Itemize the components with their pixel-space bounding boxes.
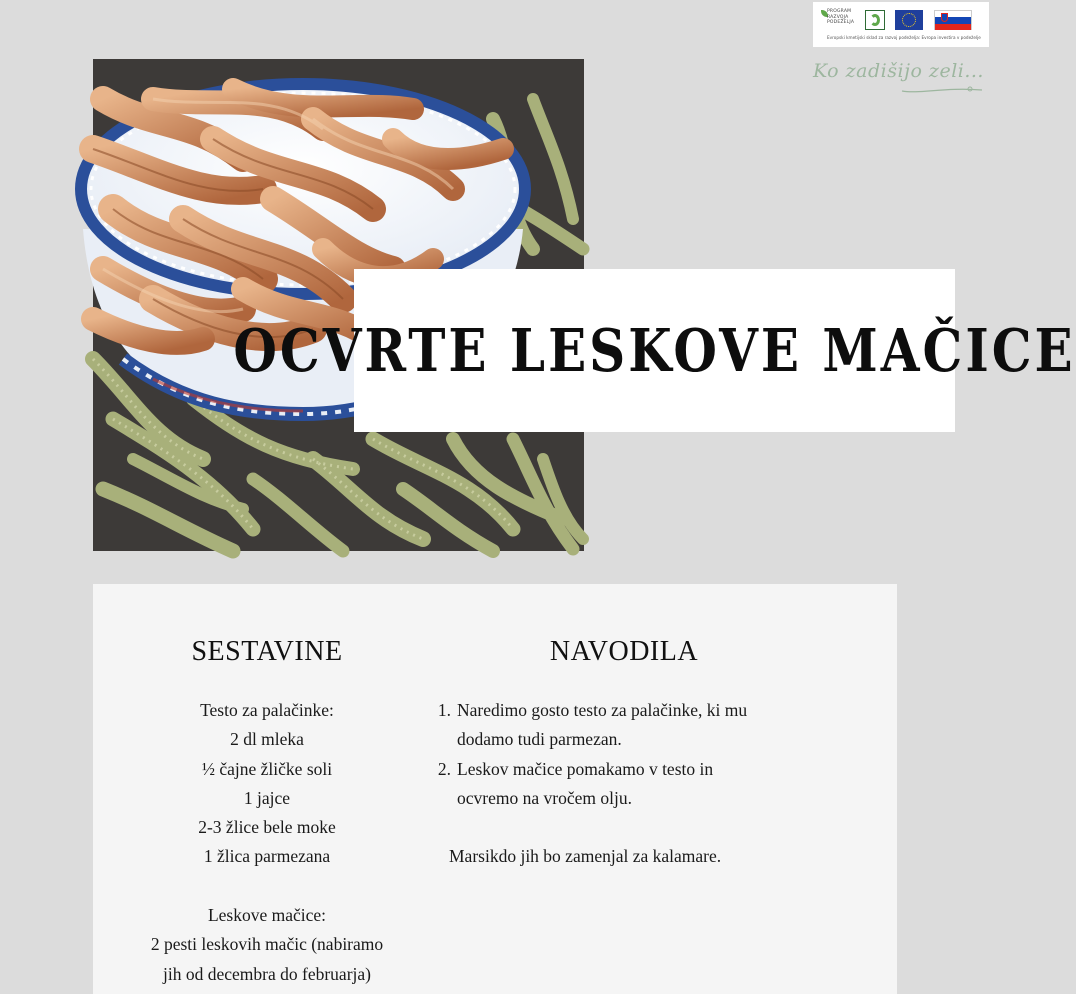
sponsor-logos [813,2,989,47]
ingredient-item: 2 pesti leskovih mačic (nabiramo [150,934,384,955]
page-title: OCVRTE LESKOVE MAČICE [233,315,1076,386]
ingredient-item: ½ čajne žličke soli [201,758,333,779]
program-label: PROGRAM RAZVOJA PODEŽELJA [827,9,855,25]
ingredient-group-title: Testo za palačinke: [200,700,334,720]
step-text: Naredimo gosto testo za palačinke, ki mu [457,700,748,720]
ingredient-group-title: Leskove mačice: [207,905,327,926]
ingredient-item: 1 žlica parmezana [203,846,331,867]
step-number: 1. [437,700,451,720]
tagline-flourish [900,86,984,94]
spacer [431,813,831,842]
spacer [133,872,401,901]
instructions-section [431,634,831,872]
ingredients-heading: SESTAVINE [191,636,343,667]
ingredients-section [133,634,401,989]
recipe-note: Marsikdo jih bo zamenjal za kalamare. [449,846,722,867]
ingredient-item: 2-3 žlice bele moke [198,817,336,838]
recipe-card [93,584,897,994]
title-banner [233,269,1076,432]
instruction-step [431,755,831,814]
step-text: dodamo tudi parmezan. [457,729,622,750]
program-razvoja-podezelja-logo [821,8,857,34]
ingredient-item: 1 jajce [243,787,291,808]
instructions-heading: NAVODILA [549,636,699,667]
eu-flag-icon [895,10,923,30]
instruction-step [431,696,831,755]
ingredient-item: 2 dl mleka [230,729,304,750]
step-number: 2. [437,758,451,779]
logo-caption: Evropski kmetijski sklad za razvoj podeželja: Evropa investira v podeželje [827,35,981,40]
instruction-steps [431,696,831,813]
step-text: Leskov mačice pomakamo v testo in [457,758,714,779]
step-text: ocvremo na vročem olju. [457,787,632,808]
ingredient-item: jih od decembra do februarja) [163,963,371,984]
slovenia-flag-icon [934,10,972,30]
tagline: Ko zadišijo zeli... [813,60,984,82]
leader-logo [865,10,885,30]
